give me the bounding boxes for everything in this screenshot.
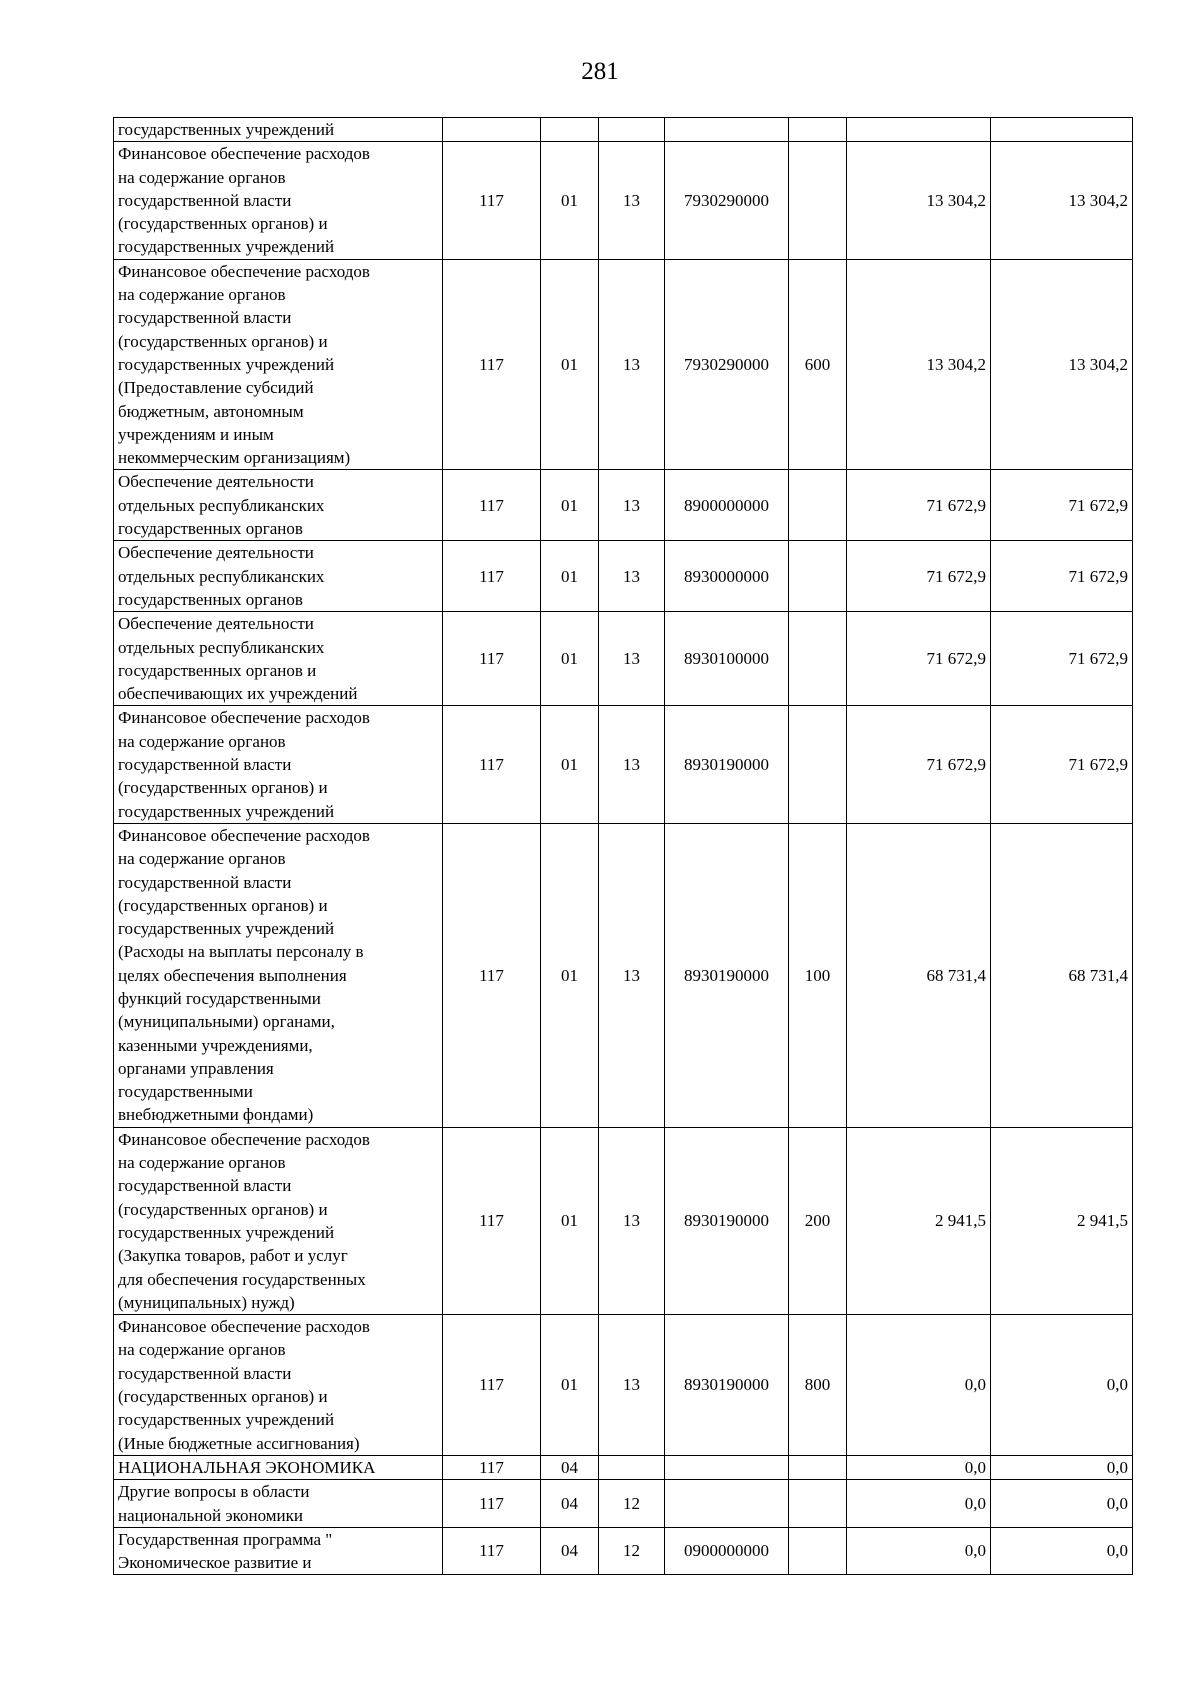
cell-name-line: на содержание органов bbox=[118, 731, 286, 751]
cell-subsection bbox=[599, 118, 665, 142]
cell-name bbox=[114, 1127, 443, 1314]
cell-amount-1: 2 941,5 bbox=[847, 1127, 991, 1314]
cell-subsection: 13 bbox=[599, 259, 665, 470]
cell-subsection: 13 bbox=[599, 1315, 665, 1456]
cell-section: 04 bbox=[541, 1527, 599, 1575]
table-row bbox=[114, 1315, 1133, 1456]
cell-ved: 117 bbox=[443, 1315, 541, 1456]
cell-subsection: 13 bbox=[599, 612, 665, 706]
cell-ved bbox=[443, 118, 541, 142]
cell-section: 04 bbox=[541, 1455, 599, 1479]
cell-expense-type bbox=[789, 142, 847, 259]
cell-amount-1 bbox=[847, 118, 991, 142]
cell-name-line: (государственных органов) и bbox=[118, 331, 328, 351]
cell-amount-1: 71 672,9 bbox=[847, 612, 991, 706]
cell-name-line: государственных учреждений bbox=[118, 120, 335, 139]
cell-name-line: государственными bbox=[118, 1082, 253, 1102]
cell-name-line: Обеспечение деятельности bbox=[118, 614, 314, 634]
cell-subsection bbox=[599, 1455, 665, 1479]
budget-table bbox=[113, 117, 1133, 1575]
cell-ved: 117 bbox=[443, 470, 541, 541]
cell-amount-2: 71 672,9 bbox=[991, 541, 1133, 612]
cell-subsection: 12 bbox=[599, 1527, 665, 1575]
cell-section: 01 bbox=[541, 1127, 599, 1314]
cell-expense-type bbox=[789, 541, 847, 612]
cell-name-line: внебюджетными фондами) bbox=[118, 1105, 314, 1125]
cell-expense-type bbox=[789, 1480, 847, 1528]
cell-amount-1: 71 672,9 bbox=[847, 470, 991, 541]
cell-name-line: (государственных органов) и bbox=[118, 778, 328, 798]
cell-name bbox=[114, 142, 443, 259]
table-row bbox=[114, 1527, 1133, 1575]
page-number: 281 bbox=[581, 58, 619, 85]
cell-expense-type bbox=[789, 612, 847, 706]
cell-ved: 117 bbox=[443, 823, 541, 1127]
cell-amount-1: 68 731,4 bbox=[847, 823, 991, 1127]
budget-table-body bbox=[114, 118, 1133, 1575]
cell-name-line: бюджетным, автономным bbox=[118, 401, 304, 421]
table-row bbox=[114, 470, 1133, 541]
cell-name-line: государственной власти bbox=[118, 872, 292, 892]
cell-name-line: государственной власти bbox=[118, 1176, 292, 1196]
cell-name-line: государственных органов bbox=[118, 589, 303, 609]
cell-ved: 117 bbox=[443, 1127, 541, 1314]
cell-expense-type: 600 bbox=[789, 259, 847, 470]
cell-name-line: государственных органов и bbox=[118, 660, 317, 680]
table-row bbox=[114, 1480, 1133, 1528]
cell-target-article: 8930190000 bbox=[665, 1315, 789, 1456]
cell-name-line: на содержание органов bbox=[118, 1153, 286, 1173]
cell-subsection: 13 bbox=[599, 470, 665, 541]
cell-expense-type bbox=[789, 706, 847, 823]
cell-expense-type: 100 bbox=[789, 823, 847, 1127]
cell-ved: 117 bbox=[443, 1455, 541, 1479]
cell-amount-1: 71 672,9 bbox=[847, 541, 991, 612]
cell-name-line: (муниципальными) органами, bbox=[118, 1012, 335, 1032]
cell-amount-1: 0,0 bbox=[847, 1315, 991, 1456]
cell-subsection: 12 bbox=[599, 1480, 665, 1528]
cell-name bbox=[114, 706, 443, 823]
cell-target-article bbox=[665, 1480, 789, 1528]
cell-name-line: на содержание органов bbox=[118, 285, 286, 305]
cell-name-line: (муниципальных) нужд) bbox=[118, 1292, 295, 1312]
cell-name-line: на содержание органов bbox=[118, 167, 286, 187]
cell-name-line: органами управления bbox=[118, 1058, 274, 1078]
cell-ved: 117 bbox=[443, 612, 541, 706]
cell-ved: 117 bbox=[443, 259, 541, 470]
cell-amount-2 bbox=[991, 118, 1133, 142]
cell-amount-2: 71 672,9 bbox=[991, 470, 1133, 541]
cell-ved: 117 bbox=[443, 706, 541, 823]
cell-amount-1: 0,0 bbox=[847, 1527, 991, 1575]
cell-name-line: государственной власти bbox=[118, 755, 292, 775]
cell-expense-type bbox=[789, 1455, 847, 1479]
cell-amount-1: 0,0 bbox=[847, 1455, 991, 1479]
cell-expense-type: 800 bbox=[789, 1315, 847, 1456]
cell-name bbox=[114, 1315, 443, 1456]
cell-name-line: Финансовое обеспечение расходов bbox=[118, 1317, 370, 1337]
cell-section: 01 bbox=[541, 142, 599, 259]
cell-target-article: 7930290000 bbox=[665, 142, 789, 259]
cell-section: 01 bbox=[541, 259, 599, 470]
cell-name bbox=[114, 541, 443, 612]
cell-amount-2: 0,0 bbox=[991, 1527, 1133, 1575]
cell-expense-type bbox=[789, 118, 847, 142]
cell-name-line: (государственных органов) и bbox=[118, 1199, 328, 1219]
cell-amount-2: 2 941,5 bbox=[991, 1127, 1133, 1314]
cell-name-line: обеспечивающих их учреждений bbox=[118, 684, 358, 704]
cell-name-line: функций государственными bbox=[118, 988, 321, 1008]
cell-subsection: 13 bbox=[599, 823, 665, 1127]
cell-ved: 117 bbox=[443, 142, 541, 259]
cell-amount-2: 71 672,9 bbox=[991, 706, 1133, 823]
cell-name bbox=[114, 1527, 443, 1575]
cell-name-line: Обеспечение деятельности bbox=[118, 543, 314, 563]
cell-name-line: Экономическое развитие и bbox=[118, 1553, 312, 1573]
cell-name-line: (государственных органов) и bbox=[118, 214, 328, 234]
cell-target-article: 7930290000 bbox=[665, 259, 789, 470]
cell-amount-2: 13 304,2 bbox=[991, 259, 1133, 470]
cell-section: 01 bbox=[541, 470, 599, 541]
cell-section: 01 bbox=[541, 823, 599, 1127]
cell-name-line: отдельных республиканских bbox=[118, 566, 325, 586]
table-row bbox=[114, 118, 1133, 142]
cell-target-article: 8930190000 bbox=[665, 1127, 789, 1314]
cell-name-line: государственных учреждений bbox=[118, 354, 335, 374]
cell-name-line: Другие вопросы в области bbox=[118, 1482, 310, 1502]
cell-section: 01 bbox=[541, 612, 599, 706]
cell-name-line: Государственная программа " bbox=[118, 1529, 333, 1549]
cell-name-line: (Предоставление субсидий bbox=[118, 378, 314, 398]
cell-name-line: на содержание органов bbox=[118, 849, 286, 869]
cell-amount-2: 0,0 bbox=[991, 1455, 1133, 1479]
cell-name-line: казенными учреждениями, bbox=[118, 1035, 313, 1055]
cell-name-line: отдельных республиканских bbox=[118, 495, 325, 515]
table-row bbox=[114, 541, 1133, 612]
cell-name-line: (государственных органов) и bbox=[118, 895, 328, 915]
cell-name bbox=[114, 470, 443, 541]
cell-subsection: 13 bbox=[599, 142, 665, 259]
cell-name-line: целях обеспечения выполнения bbox=[118, 965, 347, 985]
table-row bbox=[114, 612, 1133, 706]
cell-amount-1: 13 304,2 bbox=[847, 259, 991, 470]
cell-name bbox=[114, 612, 443, 706]
cell-name bbox=[114, 118, 443, 142]
cell-name-line: для обеспечения государственных bbox=[118, 1269, 366, 1289]
cell-name-line: (государственных органов) и bbox=[118, 1387, 328, 1407]
cell-name-line: (Расходы на выплаты персоналу в bbox=[118, 942, 364, 962]
cell-name-line: государственных органов bbox=[118, 519, 303, 539]
cell-section: 01 bbox=[541, 706, 599, 823]
cell-target-article: 8900000000 bbox=[665, 470, 789, 541]
cell-name-line: государственных учреждений bbox=[118, 919, 335, 939]
table-row bbox=[114, 259, 1133, 470]
table-row bbox=[114, 1455, 1133, 1479]
cell-name bbox=[114, 823, 443, 1127]
cell-name-line: Финансовое обеспечение расходов bbox=[118, 144, 370, 164]
cell-name bbox=[114, 259, 443, 470]
cell-name-line: учреждениям и иным bbox=[118, 424, 274, 444]
cell-name-line: государственной власти bbox=[118, 190, 292, 210]
cell-section bbox=[541, 118, 599, 142]
cell-amount-2: 0,0 bbox=[991, 1315, 1133, 1456]
cell-amount-2: 68 731,4 bbox=[991, 823, 1133, 1127]
cell-name-line: Финансовое обеспечение расходов bbox=[118, 261, 370, 281]
cell-name bbox=[114, 1455, 443, 1479]
cell-expense-type bbox=[789, 470, 847, 541]
cell-target-article: 8930190000 bbox=[665, 823, 789, 1127]
cell-section: 01 bbox=[541, 541, 599, 612]
table-row bbox=[114, 823, 1133, 1127]
cell-target-article: 8930100000 bbox=[665, 612, 789, 706]
cell-amount-1: 13 304,2 bbox=[847, 142, 991, 259]
cell-amount-1: 71 672,9 bbox=[847, 706, 991, 823]
cell-amount-2: 71 672,9 bbox=[991, 612, 1133, 706]
cell-name bbox=[114, 1480, 443, 1528]
cell-target-article: 8930000000 bbox=[665, 541, 789, 612]
cell-ved: 117 bbox=[443, 1480, 541, 1528]
cell-section: 01 bbox=[541, 1315, 599, 1456]
cell-amount-2: 13 304,2 bbox=[991, 142, 1133, 259]
table-row bbox=[114, 1127, 1133, 1314]
cell-name-line: государственных учреждений bbox=[118, 801, 335, 821]
cell-name-line: государственной власти bbox=[118, 308, 292, 328]
cell-section: 04 bbox=[541, 1480, 599, 1528]
cell-amount-2: 0,0 bbox=[991, 1480, 1133, 1528]
cell-name-line: (Иные бюджетные ассигнования) bbox=[118, 1433, 360, 1453]
cell-name-line: Финансовое обеспечение расходов bbox=[118, 825, 370, 845]
cell-target-article: 8930190000 bbox=[665, 706, 789, 823]
cell-expense-type: 200 bbox=[789, 1127, 847, 1314]
cell-ved: 117 bbox=[443, 541, 541, 612]
cell-name-line: Обеспечение деятельности bbox=[118, 472, 314, 492]
cell-target-article bbox=[665, 1455, 789, 1479]
cell-subsection: 13 bbox=[599, 541, 665, 612]
cell-subsection: 13 bbox=[599, 1127, 665, 1314]
cell-amount-1: 0,0 bbox=[847, 1480, 991, 1528]
cell-name-line: государственной власти bbox=[118, 1363, 292, 1383]
cell-name-line: (Закупка товаров, работ и услуг bbox=[118, 1246, 348, 1266]
table-row bbox=[114, 706, 1133, 823]
cell-name-line: государственных учреждений bbox=[118, 1222, 335, 1242]
cell-expense-type bbox=[789, 1527, 847, 1575]
cell-ved: 117 bbox=[443, 1527, 541, 1575]
cell-name-line: НАЦИОНАЛЬНАЯ ЭКОНОМИКА bbox=[118, 1457, 376, 1477]
cell-subsection: 13 bbox=[599, 706, 665, 823]
cell-name-line: Финансовое обеспечение расходов bbox=[118, 1129, 370, 1149]
cell-name-line: государственных учреждений bbox=[118, 237, 335, 257]
cell-target-article: 0900000000 bbox=[665, 1527, 789, 1575]
cell-target-article bbox=[665, 118, 789, 142]
cell-name-line: национальной экономики bbox=[118, 1505, 303, 1525]
table-row bbox=[114, 142, 1133, 259]
cell-name-line: некоммерческим организациям) bbox=[118, 448, 351, 468]
cell-name-line: государственных учреждений bbox=[118, 1410, 335, 1430]
cell-name-line: отдельных республиканских bbox=[118, 637, 325, 657]
cell-name-line: на содержание органов bbox=[118, 1340, 286, 1360]
cell-name-line: Финансовое обеспечение расходов bbox=[118, 708, 370, 728]
